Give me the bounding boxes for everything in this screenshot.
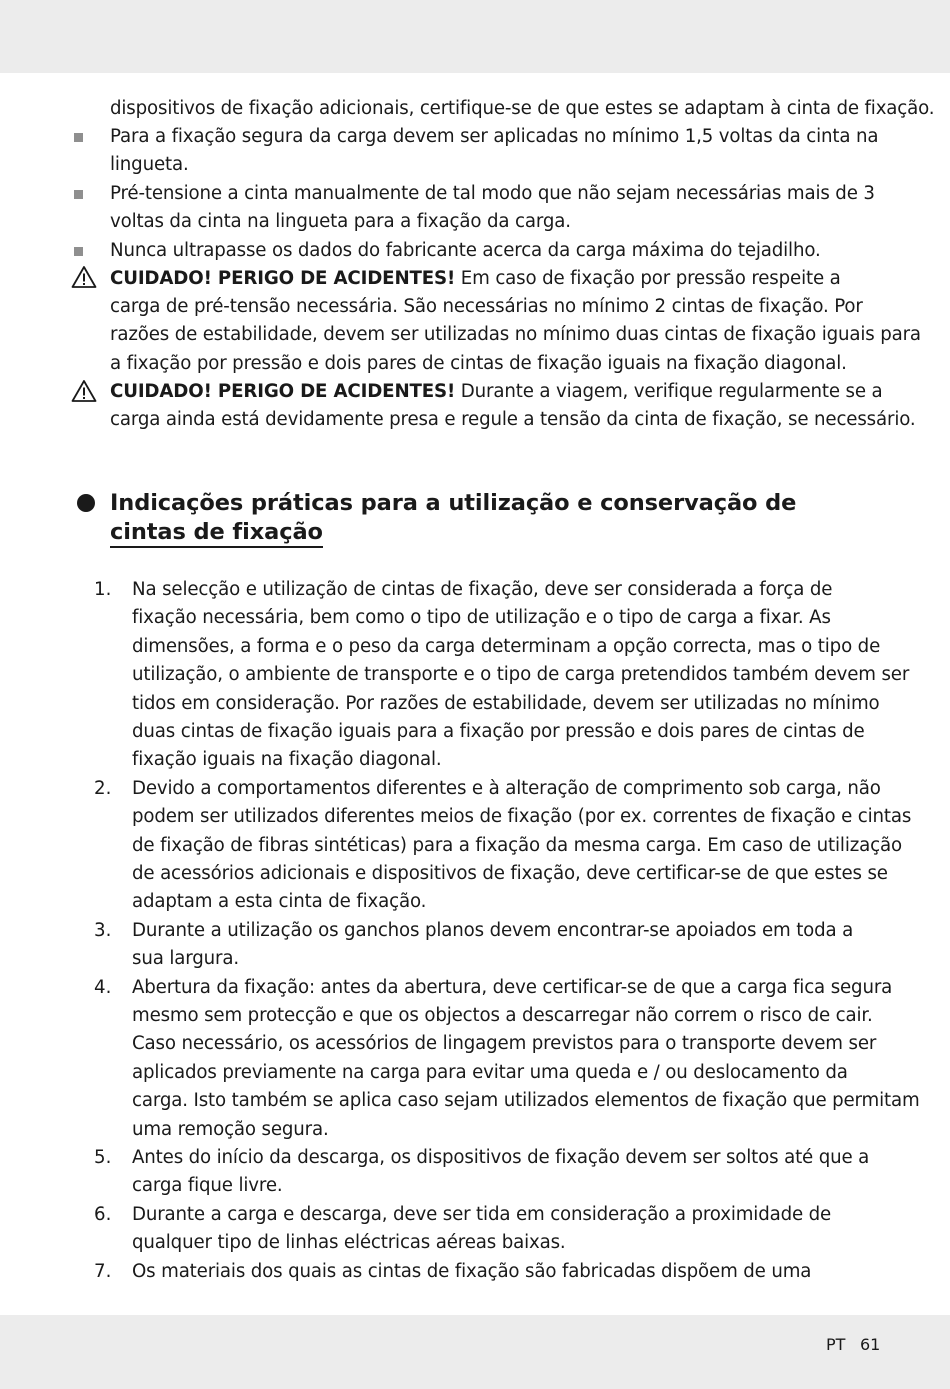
warning-1-line-1: CUIDADO! PERIGO DE ACIDENTES! Em caso de fixação por pressão respeite a xyxy=(110,268,841,289)
section-heading-line-2: cintas de fixação xyxy=(110,518,323,547)
bullet-square-icon xyxy=(74,190,83,199)
heading-bullet-icon xyxy=(77,494,95,512)
page-number: 61 xyxy=(860,1335,881,1354)
continuation-text: dispositivos de fixação adicionais, certifique-se de que estes se adaptam à cinta de fixação. xyxy=(110,98,935,119)
list-item-line: tidos em consideração. Por razões de estabilidade, devem ser utilizadas no mínimo xyxy=(132,692,880,714)
list-item-line: fixação iguais na fixação diagonal. xyxy=(132,749,442,771)
list-item-line: de fixação de fibras sintéticas) para a fixação da mesma carga. Em caso de utilização xyxy=(132,834,902,856)
list-item-line: Abertura da fixação: antes da abertura, deve certificar-se de que a carga fica segura xyxy=(132,976,893,998)
bullet-square-icon xyxy=(74,133,83,142)
list-item-line: Durante a utilização os ganchos planos devem encontrar-se apoiados em toda a xyxy=(132,919,854,941)
list-item-line: de acessórios adicionais e dispositivos de fixação, deve certificar-se de que estes se xyxy=(132,863,888,884)
list-item-line: podem ser utilizados diferentes meios de fixação (por ex. correntes de fixação e cintas xyxy=(132,806,912,828)
list-item-line: utilização, o ambiente de transporte e o tipo de carga pretendidos também devem ser xyxy=(132,664,910,686)
list-item-line: dimensões, a forma e o peso da carga determinam a opção correcta, mas o tipo de xyxy=(132,635,881,657)
list-item-line: carga. Isto também se aplica caso sejam utilizados elementos de fixação que permitam xyxy=(132,1090,920,1112)
footer-language: PT xyxy=(826,1335,846,1354)
list-item-line: Durante a carga e descarga, deve ser tida em consideração a proximidade de xyxy=(132,1203,832,1225)
bullet-square-icon xyxy=(74,247,83,256)
bullet-1-line-1: Para a fixação segura da carga devem ser aplicadas no mínimo 1,5 voltas da cinta na xyxy=(110,126,879,147)
list-item-line: duas cintas de fixação iguais para a fixação por pressão e dois pares de cintas de xyxy=(132,721,865,742)
warning-1-line-4: a fixação por pressão e dois pares de cintas de fixação iguais na fixação diagonal. xyxy=(110,353,847,374)
warning-1-line-2: carga de pré-tensão necessária. São necessárias no mínimo 2 cintas de fixação. Por xyxy=(110,296,863,317)
list-item-line: aplicados previamente na carga para evitar uma queda e / ou deslocamento da xyxy=(132,1061,848,1083)
bullet-1-line-2: lingueta. xyxy=(110,154,189,175)
list-item-line: carga fique livre. xyxy=(132,1175,283,1197)
warning-2-line-1: CUIDADO! PERIGO DE ACIDENTES! Durante a viagem, verifique regularmente se a xyxy=(110,381,883,402)
warning-triangle-icon xyxy=(71,265,97,289)
list-item-line: sua largura. xyxy=(132,948,239,970)
list-item-line: Caso necessário, os acessórios de lingagem previstos para o transporte devem ser xyxy=(132,1033,877,1055)
page-header-band xyxy=(0,0,950,73)
section-heading-line-1: Indicações práticas para a utilização e conservação de xyxy=(110,490,797,516)
warning-triangle-icon xyxy=(71,379,97,403)
list-item-number: 3. xyxy=(94,919,112,941)
list-item-line: Devido a comportamentos diferentes e à alteração de comprimento sob carga, não xyxy=(132,777,881,799)
warning-label: CUIDADO! PERIGO DE ACIDENTES! xyxy=(110,268,456,289)
list-item-number: 1. xyxy=(94,579,112,600)
list-item-number: 4. xyxy=(94,976,112,998)
page-footer-band xyxy=(0,1315,950,1389)
list-item-number: 2. xyxy=(94,777,112,799)
bullet-2-line-2: voltas da cinta na lingueta para a fixação da carga. xyxy=(110,211,571,232)
bullet-2-line-1: Pré-tensione a cinta manualmente de tal modo que não sejam necessárias mais de 3 xyxy=(110,183,875,204)
list-item-line: fixação necessária, bem como o tipo de utilização e o tipo de carga a fixar. As xyxy=(132,607,831,629)
list-item-line: Na selecção e utilização de cintas de fixação, deve ser considerada a força de xyxy=(132,579,833,600)
bullet-3-line-1: Nunca ultrapasse os dados do fabricante acerca da carga máxima do tejadilho. xyxy=(110,240,821,261)
list-item-line: qualquer tipo de linhas eléctricas aéreas baixas. xyxy=(132,1232,566,1254)
list-item-line: Antes do início da descarga, os dispositivos de fixação devem ser soltos até que a xyxy=(132,1147,870,1168)
warning-label: CUIDADO! PERIGO DE ACIDENTES! xyxy=(110,381,456,402)
list-item-number: 6. xyxy=(94,1203,112,1225)
warning-2-line-2: carga ainda está devidamente presa e regule a tensão da cinta de fixação, se necessário. xyxy=(110,409,916,430)
list-item-line: uma remoção segura. xyxy=(132,1118,329,1140)
list-item-number: 7. xyxy=(94,1260,112,1282)
list-item-number: 5. xyxy=(94,1147,112,1168)
list-item-line: Os materiais dos quais as cintas de fixação são fabricadas dispõem de uma xyxy=(132,1260,812,1282)
warning-1-line-3: razões de estabilidade, devem ser utilizadas no mínimo duas cintas de fixação iguais para xyxy=(110,324,921,345)
list-item-line: adaptam a esta cinta de fixação. xyxy=(132,891,427,913)
list-item-line: mesmo sem protecção e que os objectos a descarregar não correm o risco de cair. xyxy=(132,1005,873,1026)
